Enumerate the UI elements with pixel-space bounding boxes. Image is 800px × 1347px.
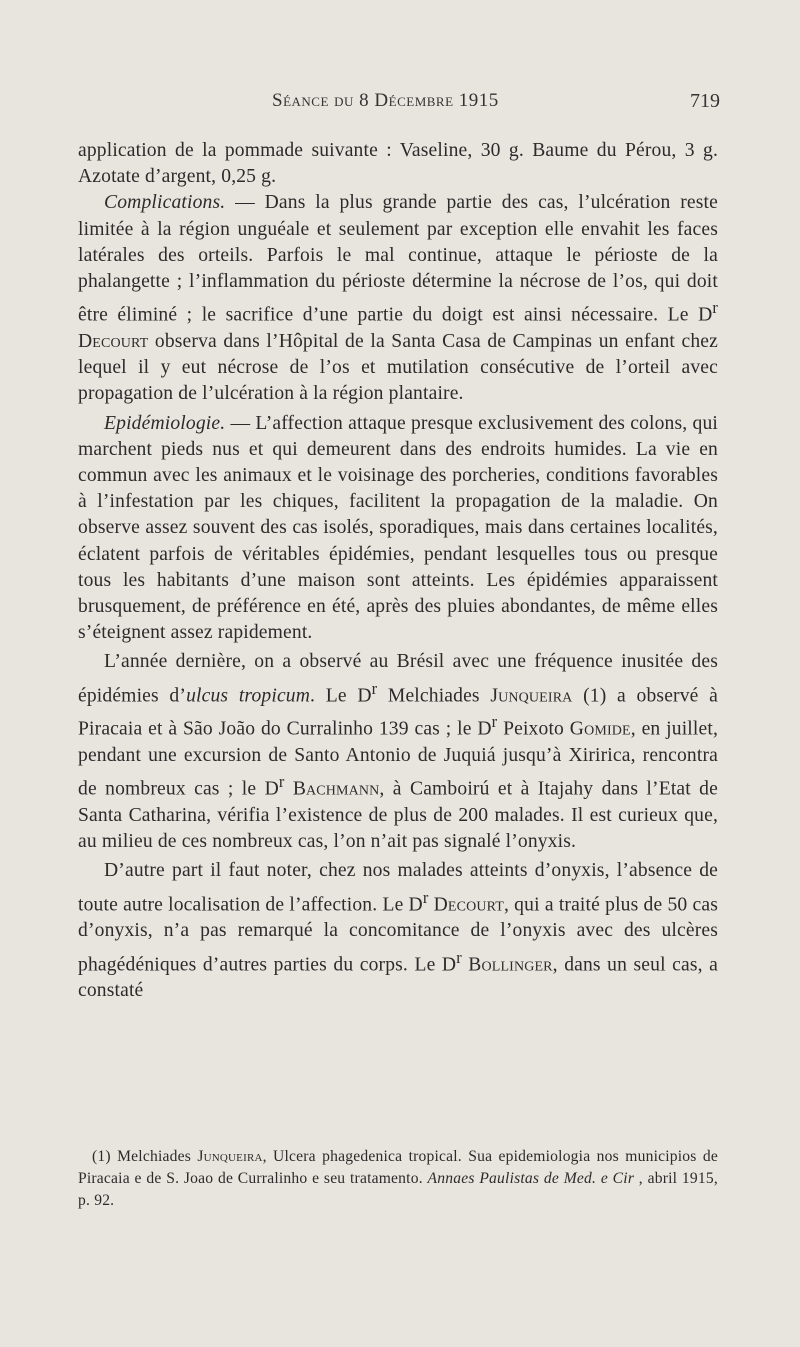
body-text [78, 138, 718, 1004]
author-name: Gomide [569, 718, 631, 740]
section-heading-complications: Complications. [104, 192, 226, 214]
page-number: 719 [690, 90, 720, 112]
footnote [78, 1146, 718, 1212]
author-name: Bachmann [292, 778, 380, 800]
author-name: Junqueira [490, 685, 573, 707]
paragraph-brazil-outbreaks: L’année dernière, on a observé au Brésil avec une fréquence inusitée des épidémies d’ulcus tropicum. Le $D^r$ Melchiades Junqueira (1) a observé à Piracaia et à São João do Curralinho 139 cas ; le $D^r$ Peixoto Gomide, en juillet, pendant une excursion de Santo Antonio de Juquiá jusqu’à Xiririca, rencontra de nombreux cas ; le $D^r$ Bachmann, à Camboirú et à Itajahy dans l’Etat de Santa Catharina, vérifia l’existence de plus de 200 malades. Il est curieux que, au milieu de ces nombreux cas, l’on n’ait pas signalé l’onyxis. [78, 651, 718, 853]
footnote-1: (1) Melchiades Junqueira, Ulcera phagedenica tropical. Sua epidemiologia nos municipios de Piracaia e de S. Joao de Curralinho e seu tratamento. Annaes Paulistas de Med. e Cir , abril 1915, p. 92. [78, 1148, 718, 1209]
paragraph-complications: Complications. — Dans la plus grande partie des cas, l’ulcération reste limitée à la région unguéale et seulement par exception elle envahit les faces latérales des orteils. Parfois le mal continue, attaque le périoste de la phalangette ; l’inflammation du périoste détermine la nécrose de l’os, qui doit être éliminé ; le sacrifice d’une partie du doigt est ainsi nécessaire. Le $D^r$ Decourt observa dans l’Hôpital de la Santa Casa de Campinas un enfant chez lequel il y eut nécrose de l’os et mutilation consécutive de l’orteil avec propagation de l’ulcération à la région plantaire. [78, 192, 718, 405]
running-header [0, 90, 800, 120]
paragraph-onyxis-localisation: D’autre part il faut noter, chez nos malades atteints d’onyxis, l’absence de toute autre localisation de l’affection. Le $D^r$ Decourt, qui a traité plus de 50 cas d’onyxis, n’a pas remarqué la concomitance de l’onyxis avec des ulcères phagédéniques d’autres parties du corps. Le $D^r$ Bollinger, dans un seul cas, a constaté [78, 860, 719, 1002]
paragraph-epidemiology: Epidémiologie. — L’affection attaque presque exclusivement des colons, qui marchent pieds nus et qui demeurent dans des endroits humides. La vie en commun avec les animaux et le voisinage des porcheries, conditions favorables à l’infestation par les chiques, facilitent la propagation de la maladie. On observe assez souvent des cas isolés, sporadiques, mais dans certaines localités, éclatent parfois de véritables épidémies, pendant lesquelles tous ou presque tous les habitants d’une maison sont atteints. Les épidémies apparaissent brusquement, de préférence en été, après des pluies abondantes, de même elles s’éteignent assez rapidement. [78, 412, 718, 644]
paragraph-treatment-end: application de la pommade suivante : Vaseline, 30 g. Baume du Pérou, 3 g. Azotate d’argent, 0,25 g. [78, 140, 718, 188]
author-name: Decourt [78, 330, 149, 352]
header-title: Séance du 8 Décembre 1915 [272, 90, 499, 111]
author-name: Bollinger [468, 954, 553, 976]
author-name: Junqueira [197, 1148, 263, 1165]
author-name: Decourt [433, 894, 504, 916]
journal-title: Annaes Paulistas de Med. e Cir [427, 1170, 635, 1187]
section-heading-epidemiology: Epidémiologie. [104, 412, 226, 434]
